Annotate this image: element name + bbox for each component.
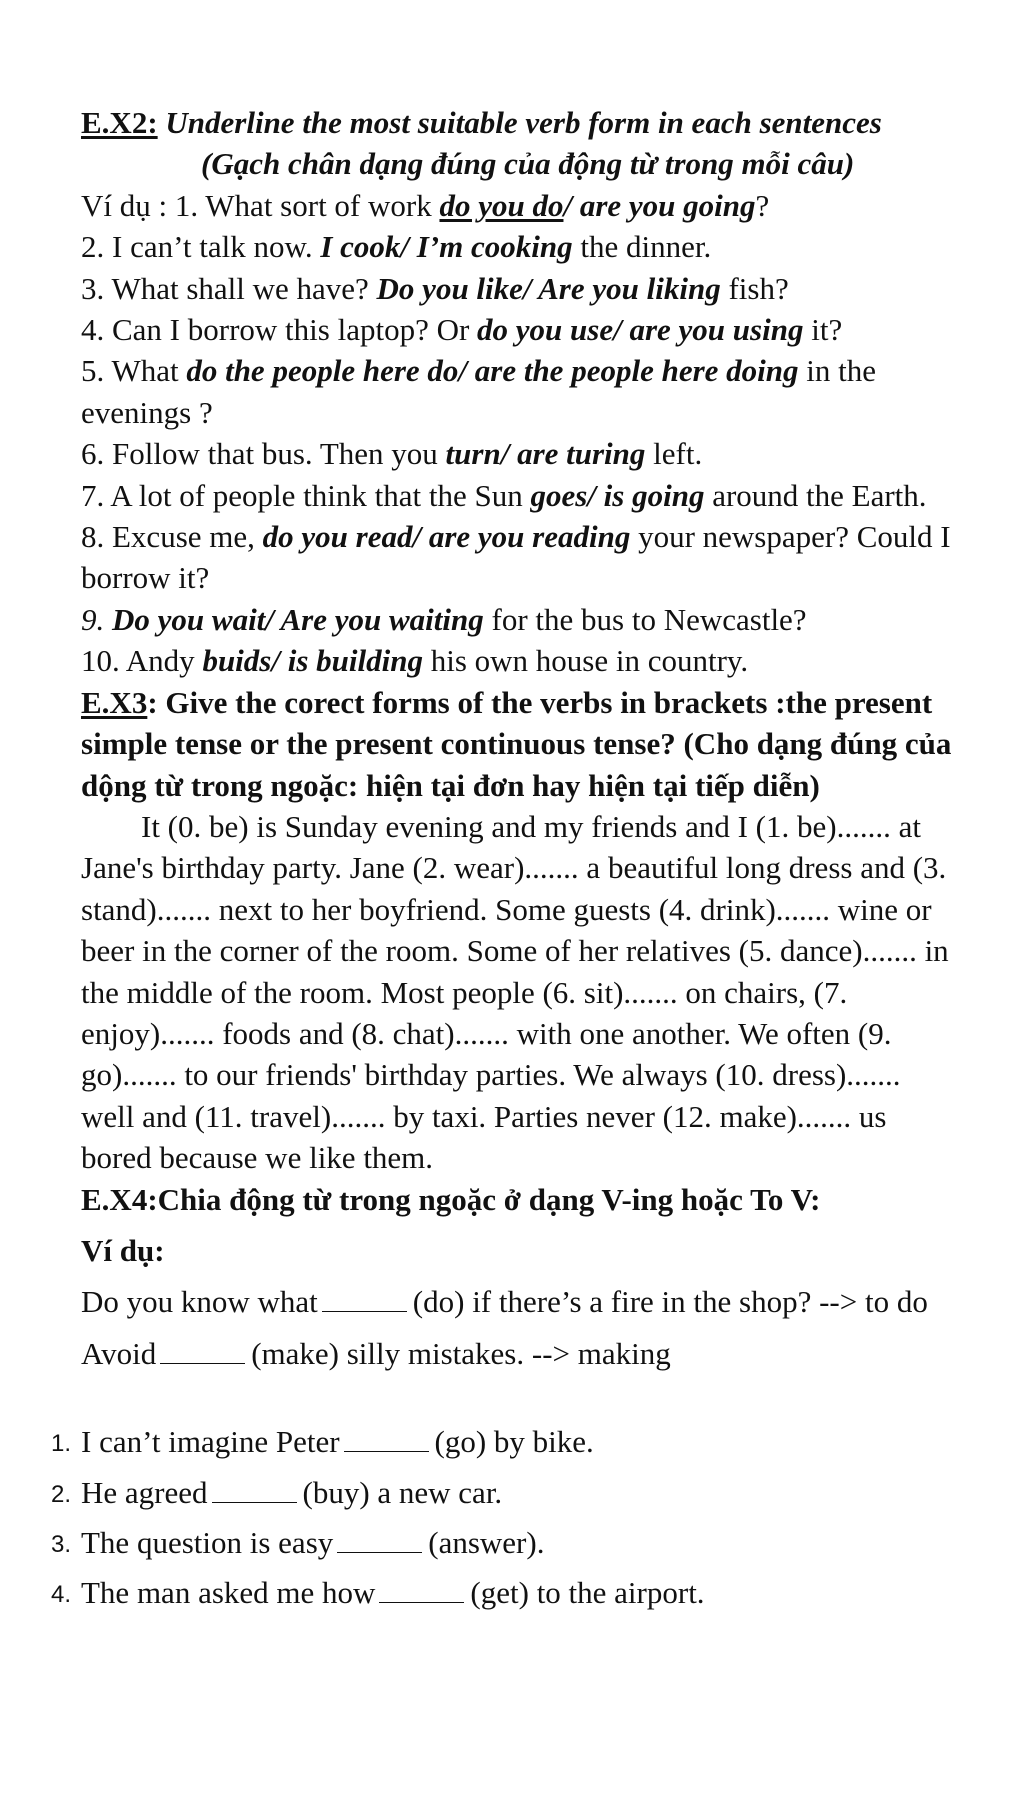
question-number: 1. <box>51 1430 72 1458</box>
item-text: 3. What shall we have? <box>81 270 377 306</box>
ex2-item <box>81 599 961 640</box>
example-text: Avoid <box>81 1335 157 1371</box>
ex4-question-list <box>51 1421 961 1614</box>
item-text: 9. <box>81 601 112 637</box>
question-text: (answer). <box>428 1525 545 1560</box>
ex4-question <box>51 1522 961 1563</box>
question-number: 2. <box>51 1480 72 1508</box>
answer-blank <box>337 1551 422 1553</box>
item-choice: do you read/ are you reading <box>262 519 631 555</box>
ex2-example-answer: do you do <box>439 187 564 223</box>
ex2-code: E.X2: <box>81 105 158 140</box>
question-text: I can’t imagine Peter <box>81 1424 340 1460</box>
item-text: 5. What <box>81 353 187 389</box>
item-text: 8. Excuse me, <box>81 519 263 555</box>
item-text: 2. I can’t talk now. <box>81 229 321 265</box>
item-text: around the Earth. <box>704 477 927 513</box>
answer-blank <box>160 1362 245 1364</box>
item-text: the dinner. <box>572 229 712 265</box>
ex2-example-suffix: ? <box>755 187 770 223</box>
question-text: (get) to the airport. <box>470 1575 705 1611</box>
ex2-example-prefix: Ví dụ : 1. What sort of work <box>81 187 440 223</box>
item-choice: Do you like/ Are you liking <box>376 270 721 306</box>
item-text: in the evenings ? <box>81 353 877 430</box>
item-choice: do the people here do/ are the people here doing <box>186 353 799 389</box>
ex2-example-choice: / are you going <box>563 187 756 223</box>
ex2-item <box>81 475 961 516</box>
question-text: The man asked me how <box>81 1575 376 1611</box>
item-choice: turn/ are turing <box>445 436 646 472</box>
ex2-item <box>81 516 961 599</box>
ex2-item <box>81 350 961 433</box>
ex2-item <box>81 226 961 267</box>
ex4-example-2 <box>81 1333 961 1374</box>
question-number: 4. <box>51 1581 72 1609</box>
item-choice: Do you wait/ Are you waiting <box>112 601 484 637</box>
question-text: The question is easy <box>81 1525 334 1560</box>
item-text: 6. Follow that bus. Then you <box>81 436 446 472</box>
answer-blank <box>212 1501 297 1503</box>
ex4-example-label: Ví dụ: <box>81 1232 165 1268</box>
item-text: 7. A lot of people think that the Sun <box>81 477 531 513</box>
answer-blank <box>344 1450 429 1452</box>
ex2-heading <box>81 102 961 143</box>
example-text: (make) silly mistakes. --> making <box>251 1335 671 1371</box>
question-number: 3. <box>51 1531 72 1558</box>
answer-blank <box>322 1310 407 1312</box>
worksheet-body <box>51 102 961 1614</box>
item-text: his own house in country. <box>422 643 749 679</box>
ex2-item <box>81 268 961 309</box>
ex3-code: E.X3 <box>81 684 148 720</box>
example-text: Do you know what <box>81 1284 318 1320</box>
item-choice: do you use/ are you using <box>477 312 804 348</box>
item-text: it? <box>803 312 843 348</box>
ex4-question <box>51 1421 961 1462</box>
item-text: 4. Can I borrow this laptop? Or <box>81 312 478 348</box>
item-text: your newspaper? Could I borrow it? <box>81 519 951 596</box>
question-text: (go) by bike. <box>434 1424 594 1460</box>
item-text: for the bus to Newcastle? <box>483 601 807 637</box>
example-text: (do) if there’s a fire in the shop? --> to do <box>412 1284 928 1320</box>
question-text: (buy) a new car. <box>302 1474 503 1510</box>
ex3-paragraph: It (0. be) is Sunday evening and my friends and I (1. be)....... at Jane's birthday party. Jane (2. wear)....... a beautiful long dress and (3. stand)....... next to her boyfriend. Some guests (4. drink)....... wine or beer in the corner of the room. Some of her relatives (5. dance)....... in the middle of the room. Most people (6. sit)....... on chairs, (7. enjoy)....... foods and (8. chat)....... with one another. We often (9. go)....... to our friends' birthday parties. We always (10. dress)....... well and (11. travel)....... by taxi. Parties never (12. make)....... us bored because we like them. <box>81 808 949 1176</box>
ex4-example-1 <box>81 1281 961 1322</box>
item-text: 10. Andy <box>81 643 203 679</box>
answer-blank <box>379 1601 464 1603</box>
item-choice: buids/ is building <box>202 643 423 679</box>
ex2-title: Underline the most suitable verb form in each sentences <box>157 105 882 140</box>
item-text: fish? <box>720 270 789 306</box>
question-text: He agreed <box>81 1474 208 1510</box>
ex4-question <box>51 1572 961 1613</box>
ex3-title: : Give the corect forms of the verbs in brackets :the present simple tense or the present continuous tense? (Cho dạng đúng của dộng từ trong ngoặc: hiện tại đơn hay hiện tại tiếp diễn) <box>81 684 952 803</box>
ex2-item <box>81 433 961 474</box>
item-text: left. <box>645 436 703 472</box>
ex2-example <box>81 185 961 226</box>
item-choice: goes/ is going <box>530 477 705 513</box>
ex2-item <box>81 640 961 681</box>
ex4-question <box>51 1472 961 1513</box>
ex4-heading: E.X4:Chia động từ trong ngoặc ở dạng V-ing hoặc To V: <box>81 1181 821 1217</box>
item-choice: I cook/ I’m cooking <box>320 229 573 265</box>
ex2-subtitle: (Gạch chân dạng đúng của động từ trong mỗi câu) <box>201 146 855 182</box>
ex3-heading <box>81 682 961 806</box>
ex2-item <box>81 309 961 350</box>
